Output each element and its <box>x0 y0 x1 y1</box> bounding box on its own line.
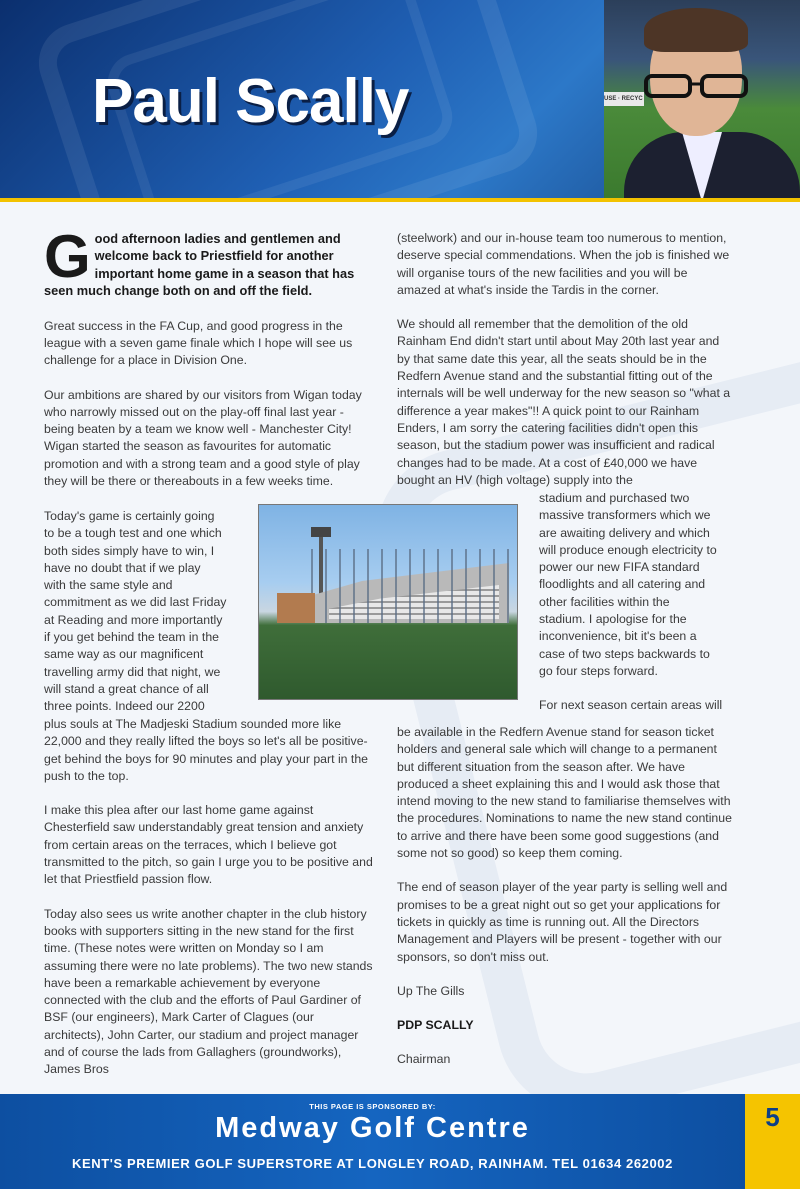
signature: PDP SCALLY <box>397 1018 474 1033</box>
text-line: both sides simply have to win, I <box>44 543 215 558</box>
text-line: three points. Indeed our 2200 <box>44 699 205 714</box>
steel-frame <box>299 549 515 623</box>
text-line: stadium and purchased two <box>539 491 690 505</box>
text-line: other facilities within the <box>539 594 670 609</box>
page-number: 5 <box>765 1102 780 1132</box>
paragraph: I make this plea after our last home game against Chesterfield saw understandably great tension and anxiety from certain areas on the terraces, which I believe got transmitted to the pitch, so gain I urge you to be positive and let that Priestfield passion flow. <box>44 803 373 887</box>
signature-role: Chairman <box>397 1052 451 1067</box>
text-line: case of two steps backwards to <box>539 646 710 661</box>
sponsored-by-label: THIS PAGE IS SPONSORED BY: <box>309 1102 436 1111</box>
paragraph: plus souls at The Madjeski Stadium sounded more like 22,000 and they really lifted the boys so let's all be positive- get behind the boys for 90 minutes and play your part in the push to the top. <box>44 717 369 783</box>
stadium-banner: USE · RECYC <box>604 92 644 106</box>
paragraph: The end of season player of the year party is selling well and promises to be a great night out so get your applications for tickets in quickly as time is running out. All the Directors Management and Players will be present - together with our sponsors, so don't miss out. <box>397 880 728 964</box>
text-line: Today's game is certainly going <box>44 509 215 523</box>
left-column <box>44 223 364 507</box>
stadium-photo <box>258 504 518 700</box>
hair-shape <box>644 8 748 52</box>
paragraph: Our ambitions are shared by our visitors from Wigan today who narrowly missed out on the play-off final last year - being beaten by a team we know well - Manchester City! Wigan started the season as favourites for automatic promotion and with a strong team and a good style of play they will be there or thereabouts in a few weeks time. <box>44 387 362 488</box>
left-column-lower <box>44 716 374 1096</box>
chairman-photo <box>604 0 800 198</box>
text-line: have no doubt that if we play <box>44 560 201 575</box>
paragraph: Today also sees us write another chapter in the club history books with supporters sitting in the new stand for the first time. (These notes were written on Monday so I am assuming there were no late problems). The two new stands have been a remarkable achievement by everyone connected with the club and the efforts of Paul Gardiner of BSF (our engineers), Mark Carter of Clagues (our architects), John Carter, our stadium and project manager and of course the lads from Gallaghers (groundworks), James Bros <box>44 906 373 1077</box>
text-line: power our new FIFA standard <box>539 560 700 575</box>
text-line: if you get behind the team in the <box>44 630 220 645</box>
text-line: at Reading and more importantly <box>44 612 223 627</box>
paragraph: We should all remember that the demolition of the old Rainham End didn't start until about May 20th last year and by that same date this year, all the seats should be in the Redfern Avenue stand and the substantial fitting out of the internals will be well underway for the new season so "what a difference a year makes"!! A quick point to our Rainham Enders, I am sorry the catering facilities didn't open this season, but the stadium power was insufficient and radical changes had to be made. At a cost of £40,000 we have bought an HV (high voltage) supply into the <box>397 317 731 487</box>
text-line: to be a tough test and one which <box>44 526 222 541</box>
text-line: massive transformers which we <box>539 508 711 523</box>
sponsor-name: Medway Golf Centre <box>215 1112 530 1144</box>
right-wrap-text <box>539 490 739 715</box>
text-line: floodlights and all catering and <box>539 577 706 592</box>
text-line: will stand a great chance of all <box>44 681 209 696</box>
text-line: stadium. I apologise for the <box>539 612 687 627</box>
page-title: Paul Scally <box>92 67 409 136</box>
paragraph: Great success in the FA Cup, and good progress in the league with a seven game finale which I hope will see us challenge for a place in Division One. <box>44 318 353 368</box>
signoff: Up The Gills <box>397 983 465 998</box>
text-line: go four steps forward. <box>539 663 658 678</box>
text-line: For next season certain areas will <box>539 698 723 713</box>
text-line: inconvenience, bit it's been a <box>539 629 697 644</box>
text-line: same way as our magnificent <box>44 647 204 662</box>
right-column-lower <box>397 724 733 1086</box>
text-line: with the same style and <box>44 578 173 593</box>
text-line: will produce enough electricity to <box>539 542 717 557</box>
intro-paragraph <box>44 223 364 300</box>
paragraph: (steelwork) and our in-house team too numerous to mention, deserve special commendations. When the job is finished we will organise tours of the new facilities and you will be amazed at what's inside the Tardis in the corner. <box>397 231 730 297</box>
sponsor-footer <box>0 1094 745 1189</box>
text-line: commitment as we did last Friday <box>44 595 227 610</box>
drop-cap: G <box>44 223 91 290</box>
intro-text: ood afternoon ladies and gentlemen and welcome back to Priestfield for another important home game in a season that has seen much change both on and off the field. <box>44 231 355 299</box>
page-number-box <box>745 1094 800 1189</box>
glasses-icon <box>640 72 754 100</box>
floodlight-icon <box>311 527 331 537</box>
yellow-divider <box>0 198 800 202</box>
sponsor-tagline: KENT'S PREMIER GOLF SUPERSTORE AT LONGLEY ROAD, RAINHAM. TEL 01634 262002 <box>72 1156 673 1171</box>
paragraph: be available in the Redfern Avenue stand for season ticket holders and general sale which will change to a permanent but different situation from the season after. We have produced a sheet explaining this and I would ask those that intend moving to the new stand to familiarise themselves with the procedures. Nominations to name the new stand continue to arrive and there have been some good suggestions (and some not so good) so keep them coming. <box>397 725 732 861</box>
text-line: travelling army did that night, we <box>44 664 221 679</box>
header-banner <box>0 0 800 198</box>
right-column <box>397 230 733 489</box>
brick-building <box>277 593 315 623</box>
left-wrap-text <box>44 508 256 716</box>
text-line: are awaiting delivery and which <box>539 525 710 540</box>
